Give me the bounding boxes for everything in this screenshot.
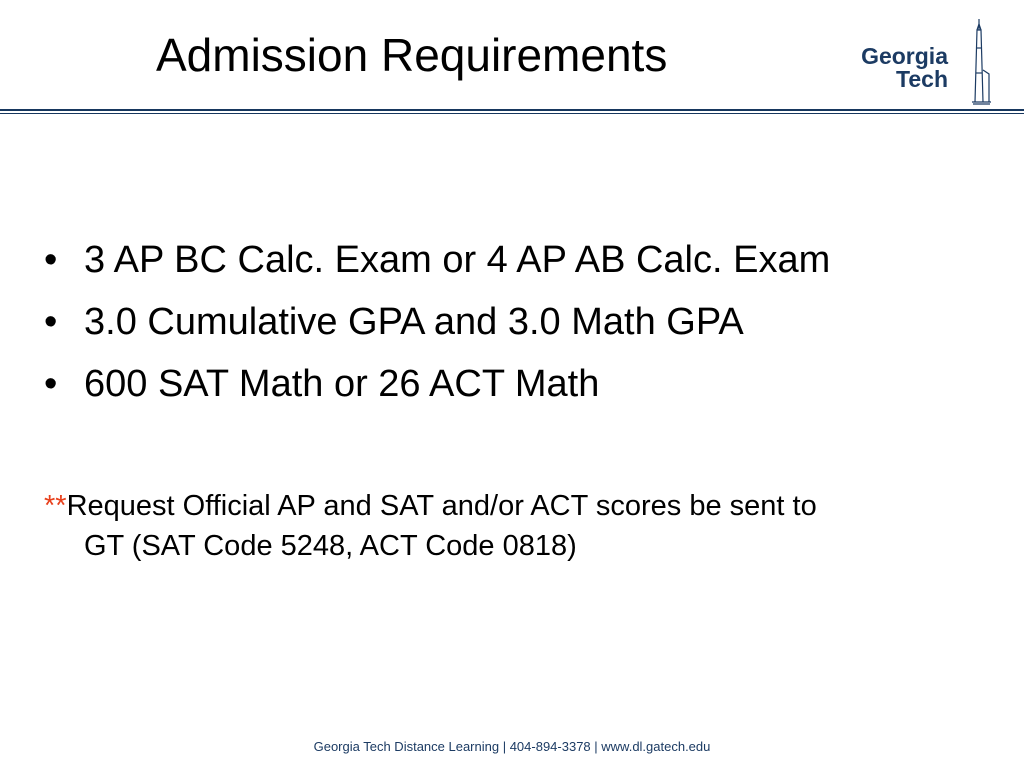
footer-contact: Georgia Tech Distance Learning | 404-894-3378 | www.dl.gatech.edu (313, 739, 711, 754)
requirement-text: 600 SAT Math or 26 ACT Math (84, 363, 600, 405)
note-text-1: Request Official AP and SAT and/or ACT scores be sent to (66, 490, 817, 522)
requirement-text: 3.0 Cumulative GPA and 3.0 Math GPA (84, 301, 744, 343)
requirement-item (44, 229, 830, 291)
georgia-tech-logo (852, 18, 1002, 106)
note-marker: ** (44, 490, 67, 522)
bullet-dot: • (44, 301, 58, 343)
tech-tower-spire-icon (964, 18, 994, 106)
note-line-1 (44, 486, 984, 526)
header-divider-thin (0, 113, 1024, 114)
requirement-item (44, 291, 830, 353)
slide-title: Admission Requirements (156, 29, 668, 81)
requirements-list (44, 229, 830, 415)
requirement-text: 3 AP BC Calc. Exam or 4 AP AB Calc. Exam (84, 239, 831, 281)
header-divider-thick (0, 109, 1024, 111)
bullet-dot: • (44, 239, 58, 281)
logo-text-line1: Georgia (861, 43, 948, 69)
bullet-dot: • (44, 363, 58, 405)
note-line-2: GT (SAT Code 5248, ACT Code 0818) (84, 530, 577, 562)
requirement-item (44, 353, 830, 415)
logo-text-line2: Tech (896, 66, 948, 92)
score-request-note (44, 486, 984, 566)
